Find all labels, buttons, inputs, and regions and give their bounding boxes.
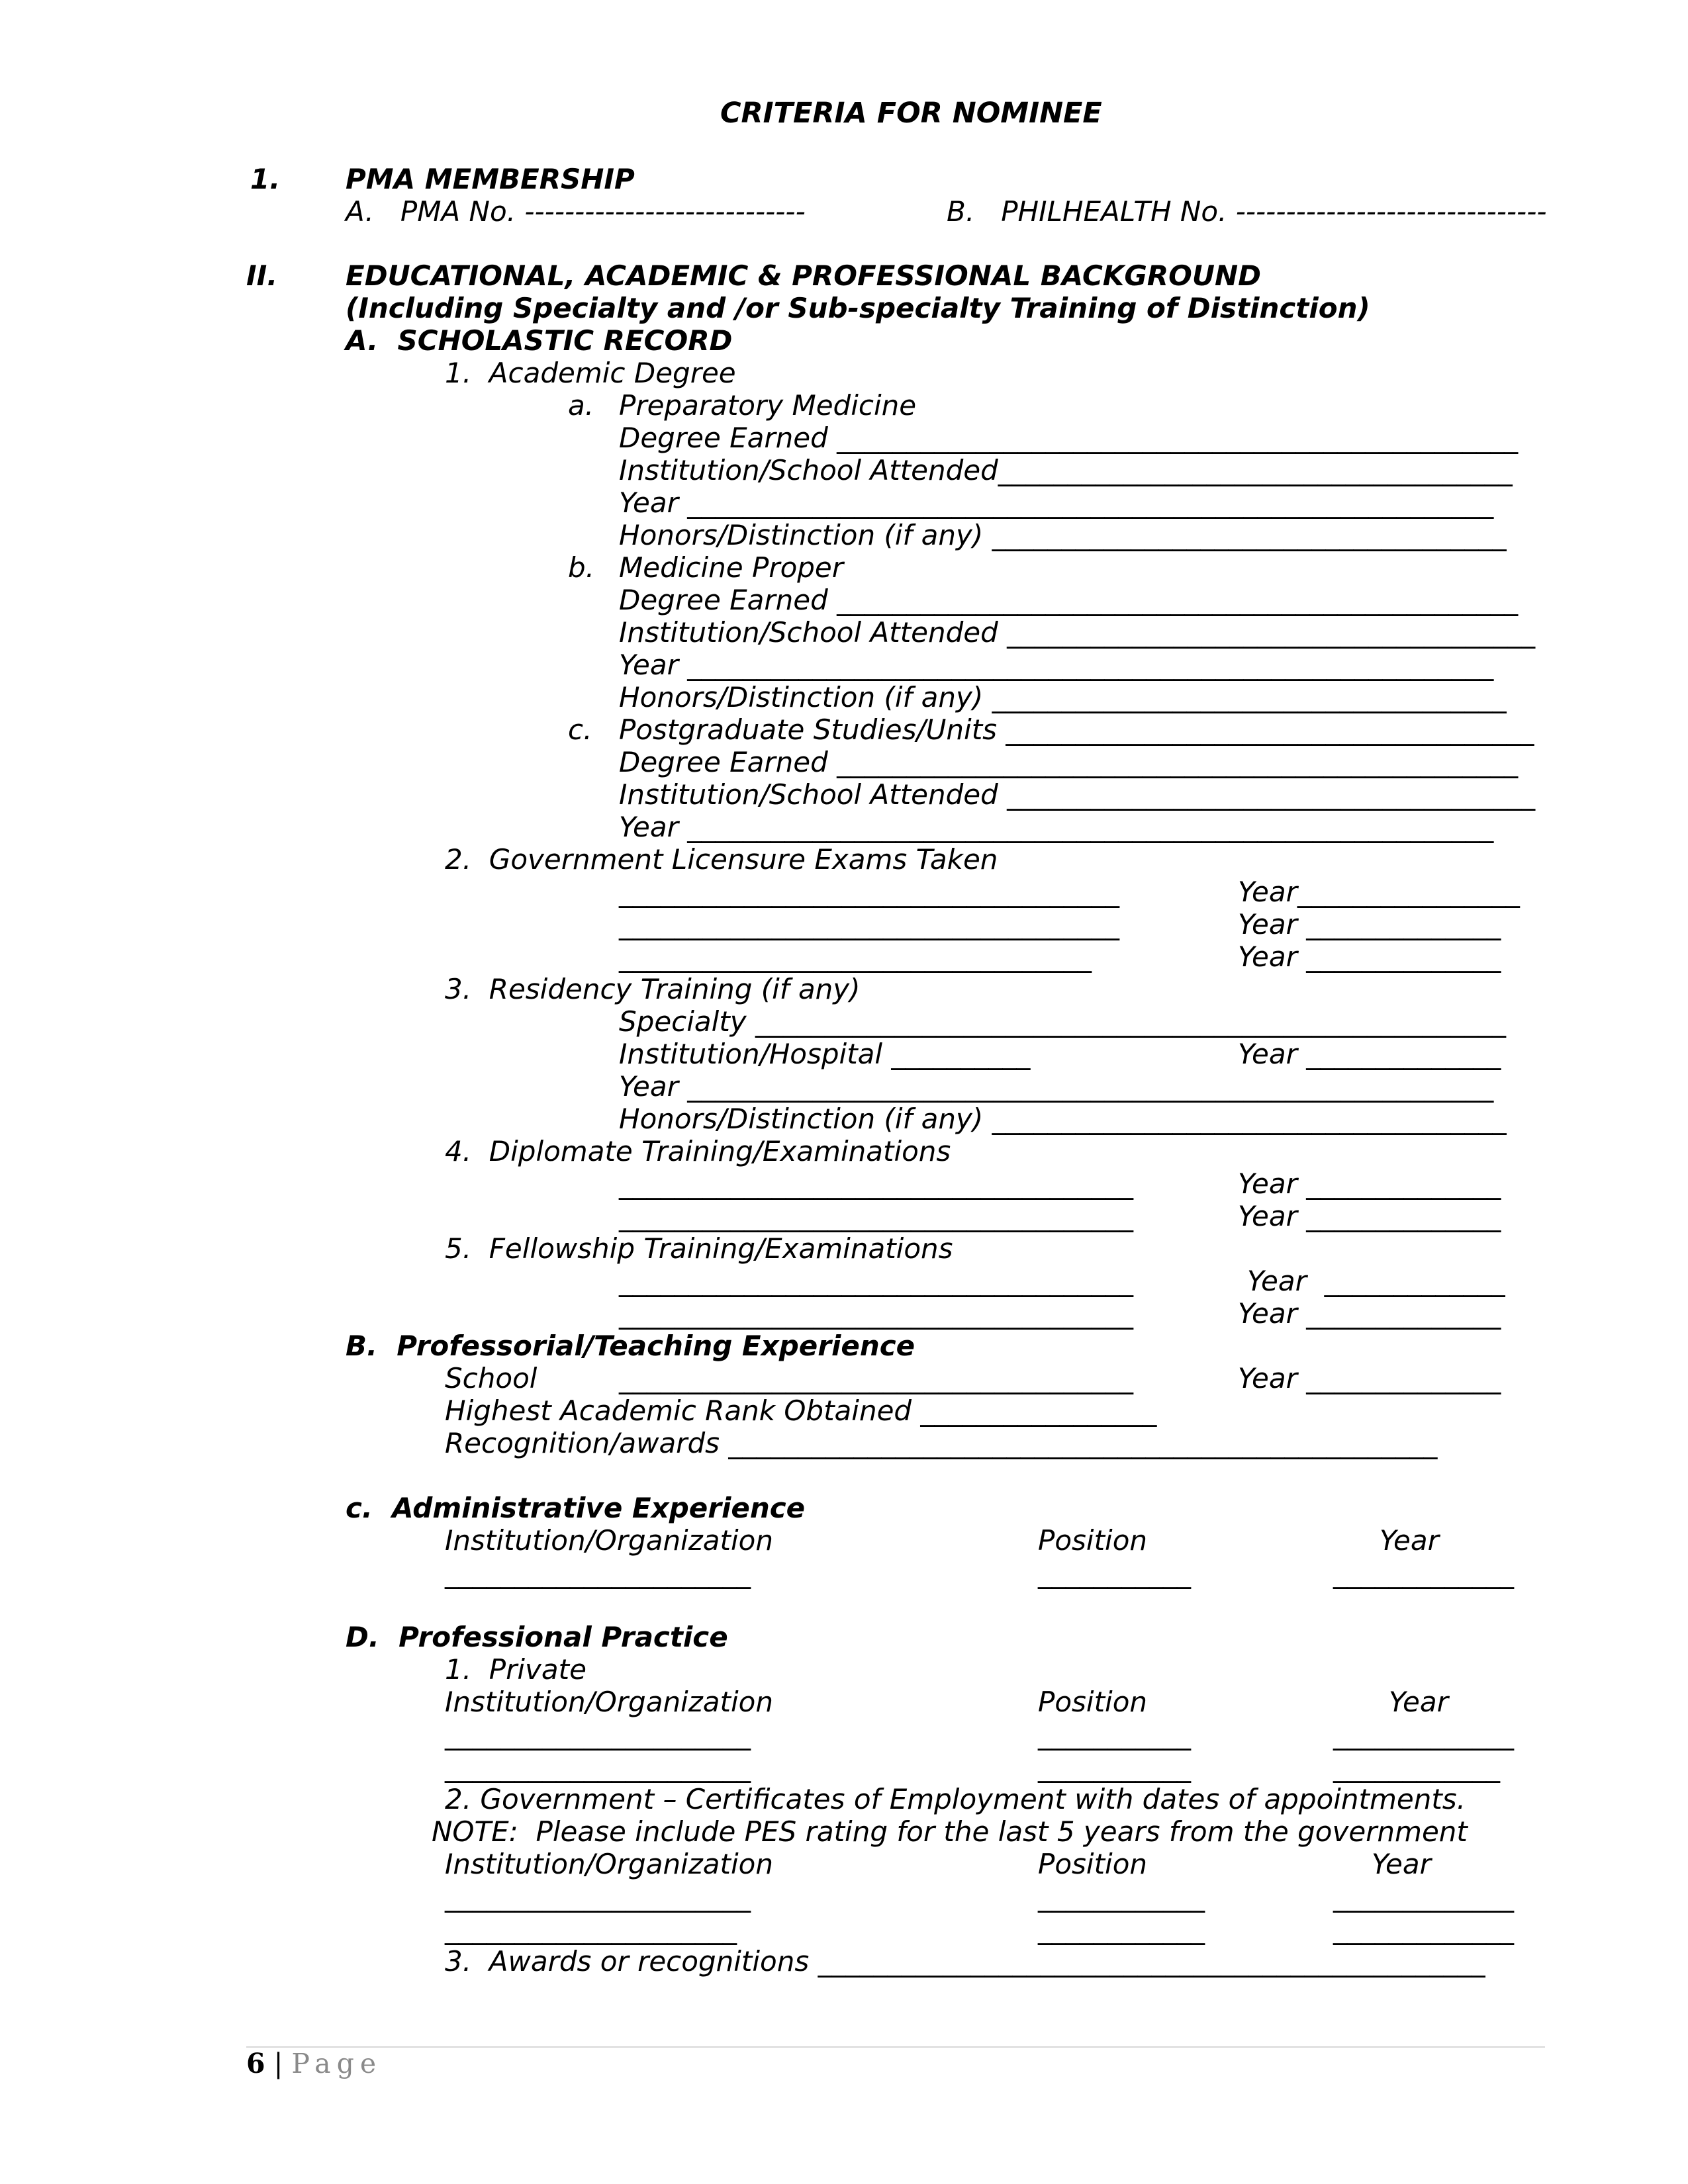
gov-institution-field[interactable]: _____________________ bbox=[445, 1913, 737, 1945]
gov-position-field[interactable]: ____________ bbox=[1038, 1913, 1205, 1945]
column-header-institution: Institution/Organization bbox=[445, 1848, 773, 1880]
awards-recognitions-field[interactable]: 3. Awards or recognitions ________________________________________________ bbox=[445, 1945, 1485, 1978]
teaching-experience-heading: B. Professorial/Teaching Experience bbox=[346, 1330, 915, 1362]
page-number-value: 6 bbox=[246, 2048, 265, 2079]
footer-divider bbox=[246, 2046, 1545, 2048]
licensure-exam-field[interactable]: __________________________________ bbox=[619, 940, 1092, 973]
academic-degree-heading: 1. Academic Degree bbox=[445, 357, 736, 389]
postgraduate-studies-field[interactable]: Postgraduate Studies/Units ______________________________________ bbox=[619, 713, 1534, 746]
pes-rating-note: NOTE: Please include PES rating for the last 5 years from the government bbox=[432, 1815, 1468, 1848]
prep-year-field[interactable]: Year __________________________________________________________ bbox=[619, 486, 1494, 519]
private-year-field[interactable]: _____________ bbox=[1333, 1718, 1514, 1751]
section-2-number: II. bbox=[246, 259, 278, 292]
licensure-year-field[interactable]: Year ______________ bbox=[1238, 908, 1501, 940]
school-label: School bbox=[445, 1362, 538, 1394]
prep-institution-field[interactable]: Institution/School Attended_____________________________________ bbox=[619, 454, 1513, 486]
administrative-experience-heading: c. Administrative Experience bbox=[346, 1492, 806, 1524]
pg-degree-earned-field[interactable]: Degree Earned _________________________________________________ bbox=[619, 746, 1519, 778]
private-institution-field[interactable]: ______________________ bbox=[445, 1751, 751, 1783]
column-header-position: Position bbox=[1038, 1686, 1148, 1718]
medicine-proper-heading: Medicine Proper bbox=[619, 551, 844, 584]
item-letter-a: a. bbox=[568, 389, 594, 422]
fellowship-training-heading: 5. Fellowship Training/Examinations bbox=[445, 1232, 953, 1265]
licensure-exam-field[interactable]: ____________________________________ bbox=[619, 876, 1119, 908]
prep-degree-earned-field[interactable]: Degree Earned _________________________________________________ bbox=[619, 422, 1519, 454]
column-header-position: Position bbox=[1038, 1848, 1148, 1880]
private-position-field[interactable]: ___________ bbox=[1038, 1718, 1191, 1751]
pg-institution-field[interactable]: Institution/School Attended ______________________________________ bbox=[619, 778, 1536, 811]
gov-position-field[interactable]: ____________ bbox=[1038, 1880, 1205, 1913]
fellowship-field[interactable]: _____________________________________ bbox=[619, 1297, 1133, 1330]
residency-training-heading: 3. Residency Training (if any) bbox=[445, 973, 861, 1005]
section-2-title: EDUCATIONAL, ACADEMIC & PROFESSIONAL BACKGROUND bbox=[346, 259, 1261, 292]
pma-number-field[interactable]: A. PMA No. ---------------------------- bbox=[346, 195, 806, 228]
item-letter-c: c. bbox=[568, 713, 592, 746]
admin-position-field[interactable]: ___________ bbox=[1038, 1557, 1191, 1589]
gov-institution-field[interactable]: ______________________ bbox=[445, 1880, 751, 1913]
med-year-field[interactable]: Year __________________________________________________________ bbox=[619, 649, 1494, 681]
diplomate-field[interactable]: _____________________________________ bbox=[619, 1167, 1133, 1200]
med-honors-field[interactable]: Honors/Distinction (if any) _____________________________________ bbox=[619, 681, 1507, 713]
column-header-institution: Institution/Organization bbox=[445, 1524, 773, 1557]
admin-year-field[interactable]: _____________ bbox=[1333, 1557, 1514, 1589]
licensure-exams-heading: 2. Government Licensure Exams Taken bbox=[445, 843, 998, 876]
private-position-field[interactable]: ___________ bbox=[1038, 1751, 1191, 1783]
gov-year-field[interactable]: _____________ bbox=[1333, 1913, 1514, 1945]
section-1-title: PMA MEMBERSHIP bbox=[346, 163, 635, 195]
residency-specialty-field[interactable]: Specialty ______________________________________________________ bbox=[619, 1005, 1507, 1038]
school-field[interactable]: _____________________________________ bbox=[619, 1362, 1133, 1394]
section-1-number: 1. bbox=[250, 163, 281, 195]
philhealth-number-field[interactable]: B. PHILHEALTH No. ------------------------------- bbox=[947, 195, 1547, 228]
item-letter-b: b. bbox=[568, 551, 595, 584]
residency-hospital-field[interactable]: Institution/Hospital __________ bbox=[619, 1038, 1031, 1070]
gov-year-field[interactable]: _____________ bbox=[1333, 1880, 1514, 1913]
residency-hospital-year-field[interactable]: Year ______________ bbox=[1238, 1038, 1501, 1070]
med-degree-earned-field[interactable]: Degree Earned _________________________________________________ bbox=[619, 584, 1519, 616]
private-institution-field[interactable]: ______________________ bbox=[445, 1718, 751, 1751]
residency-honors-field[interactable]: Honors/Distinction (if any) _____________________________________ bbox=[619, 1103, 1507, 1135]
private-year-field[interactable]: ____________ bbox=[1333, 1751, 1500, 1783]
residency-year-field[interactable]: Year __________________________________________________________ bbox=[619, 1070, 1494, 1103]
recognition-awards-field[interactable]: Recognition/awards ___________________________________________________ bbox=[445, 1427, 1438, 1459]
prep-honors-field[interactable]: Honors/Distinction (if any) _____________________________________ bbox=[619, 519, 1507, 551]
private-practice-heading: 1. Private bbox=[445, 1653, 586, 1686]
page-number bbox=[246, 2050, 382, 2077]
licensure-exam-field[interactable]: ____________________________________ bbox=[619, 908, 1119, 940]
column-header-institution: Institution/Organization bbox=[445, 1686, 773, 1718]
pg-year-field[interactable]: Year __________________________________________________________ bbox=[619, 811, 1494, 843]
professional-practice-heading: D. Professional Practice bbox=[346, 1621, 728, 1653]
preparatory-medicine-heading: Preparatory Medicine bbox=[619, 389, 917, 422]
fellowship-year-field[interactable]: Year _____________ bbox=[1247, 1265, 1505, 1297]
fellowship-year-field[interactable]: Year ______________ bbox=[1238, 1297, 1501, 1330]
column-header-position: Position bbox=[1038, 1524, 1148, 1557]
section-2-subtitle: (Including Specialty and /or Sub-specialty Training of Distinction) bbox=[346, 292, 1370, 324]
licensure-year-field[interactable]: Year ______________ bbox=[1238, 940, 1501, 973]
government-practice-heading: 2. Government – Certificates of Employment with dates of appointments. bbox=[445, 1783, 1466, 1815]
page-title: CRITERIA FOR NOMINEE bbox=[720, 97, 1102, 130]
page-separator: | bbox=[265, 2048, 292, 2079]
diplomate-field[interactable]: _____________________________________ bbox=[619, 1200, 1133, 1232]
admin-institution-field[interactable]: ______________________ bbox=[445, 1557, 751, 1589]
med-institution-field[interactable]: Institution/School Attended ______________________________________ bbox=[619, 616, 1536, 649]
school-year-field[interactable]: Year ______________ bbox=[1238, 1362, 1501, 1394]
academic-rank-field[interactable]: Highest Academic Rank Obtained _________________ bbox=[445, 1394, 1157, 1427]
licensure-year-field[interactable]: Year________________ bbox=[1238, 876, 1520, 908]
column-header-year: Year bbox=[1372, 1848, 1431, 1880]
diplomate-year-field[interactable]: Year ______________ bbox=[1238, 1200, 1501, 1232]
diplomate-year-field[interactable]: Year ______________ bbox=[1238, 1167, 1501, 1200]
page-label: Page bbox=[291, 2048, 383, 2079]
diplomate-training-heading: 4. Diplomate Training/Examinations bbox=[445, 1135, 951, 1167]
column-header-year: Year bbox=[1380, 1524, 1439, 1557]
fellowship-field[interactable]: _____________________________________ bbox=[619, 1265, 1133, 1297]
scholastic-record-heading: A. SCHOLASTIC RECORD bbox=[346, 324, 733, 357]
column-header-year: Year bbox=[1389, 1686, 1448, 1718]
